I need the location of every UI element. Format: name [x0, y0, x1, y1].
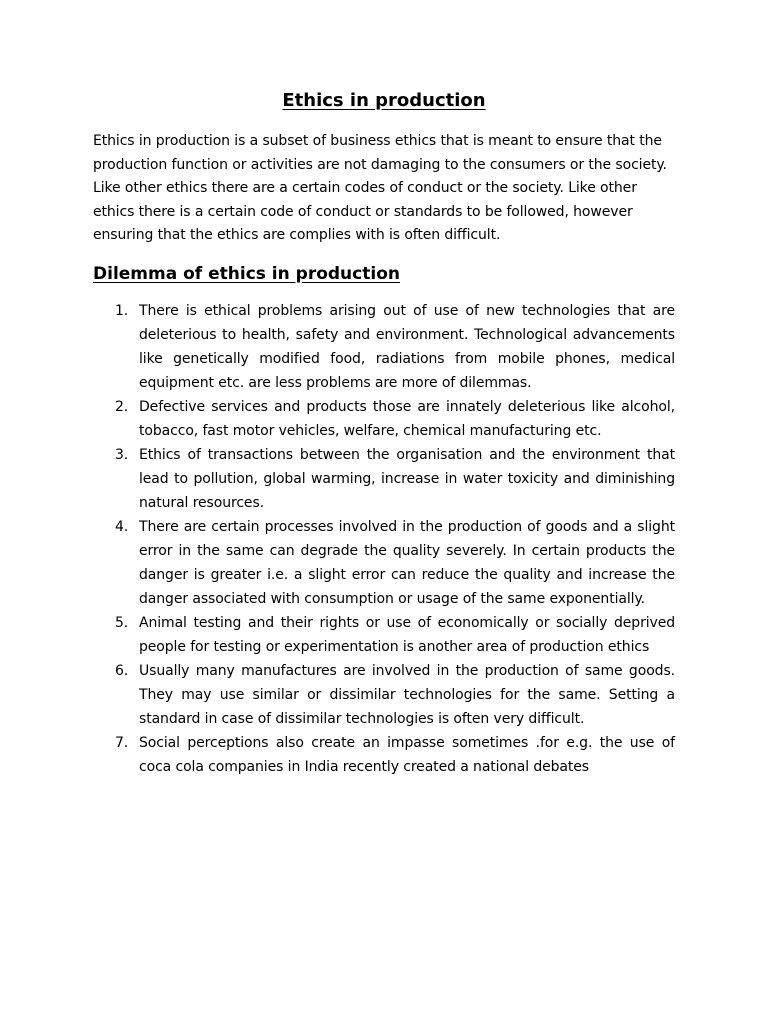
- list-item: [93, 299, 675, 395]
- list-item: [93, 731, 675, 779]
- list-item-text: Defective services and products those are innately deleterious like alcohol, tobacco, fast motor vehicles, welfare, chemical manufacturing etc.: [139, 399, 675, 439]
- list-item-text: Social perceptions also create an impasse sometimes .for e.g. the use of coca cola companies in India recently created a national debates: [139, 735, 675, 775]
- list-item-number: 3.: [115, 447, 129, 463]
- list-item-number: 6.: [115, 663, 129, 679]
- page-title: Ethics in production: [282, 90, 486, 111]
- list-item-text: Ethics of transactions between the organisation and the environment that lead to pollution, global warming, increase in water toxicity and diminishing natural resources.: [139, 447, 675, 511]
- list-item-text: There is ethical problems arising out of use of new technologies that are deleterious to health, safety and environment. Technological advancements like genetically modified food, radiations from mobile phones, medical equipment etc. are less problems are more of dilemmas.: [139, 303, 675, 391]
- list-item: [93, 659, 675, 731]
- list-item-text: There are certain processes involved in the production of goods and a slight error in the same can degrade the quality severely. In certain products the danger is greater i.e. a slight error can reduce the quality and increase the danger associated with consumption or usage of the same exponentially.: [139, 519, 675, 607]
- list-item: [93, 395, 675, 443]
- list-item: [93, 515, 675, 611]
- list-item-number: 5.: [115, 615, 129, 631]
- list-item-text: Animal testing and their rights or use of economically or socially deprived people for testing or experimentation is another area of production ethics: [139, 615, 675, 655]
- list-item-text: Usually many manufactures are involved in the production of same goods. They may use similar or dissimilar technologies for the same. Setting a standard in case of dissimilar technologies is often very difficult.: [139, 663, 675, 727]
- list-item-number: 7.: [115, 735, 129, 751]
- list-item-number: 2.: [115, 399, 129, 415]
- list-item: [93, 443, 675, 515]
- list-item-number: 1.: [115, 303, 129, 319]
- dilemma-list: [93, 299, 675, 779]
- section-heading: Dilemma of ethics in production: [93, 264, 400, 284]
- list-item-number: 4.: [115, 519, 129, 535]
- list-item: [93, 611, 675, 659]
- intro-paragraph: Ethics in production is a subset of business ethics that is meant to ensure that the production function or activities are not damaging to the consumers or the society. Like other ethics there are a certain codes of conduct or the society. Like other ethics there is a certain code of conduct or standards to be followed, however ensuring that the ethics are complies with is often difficult.: [93, 133, 667, 243]
